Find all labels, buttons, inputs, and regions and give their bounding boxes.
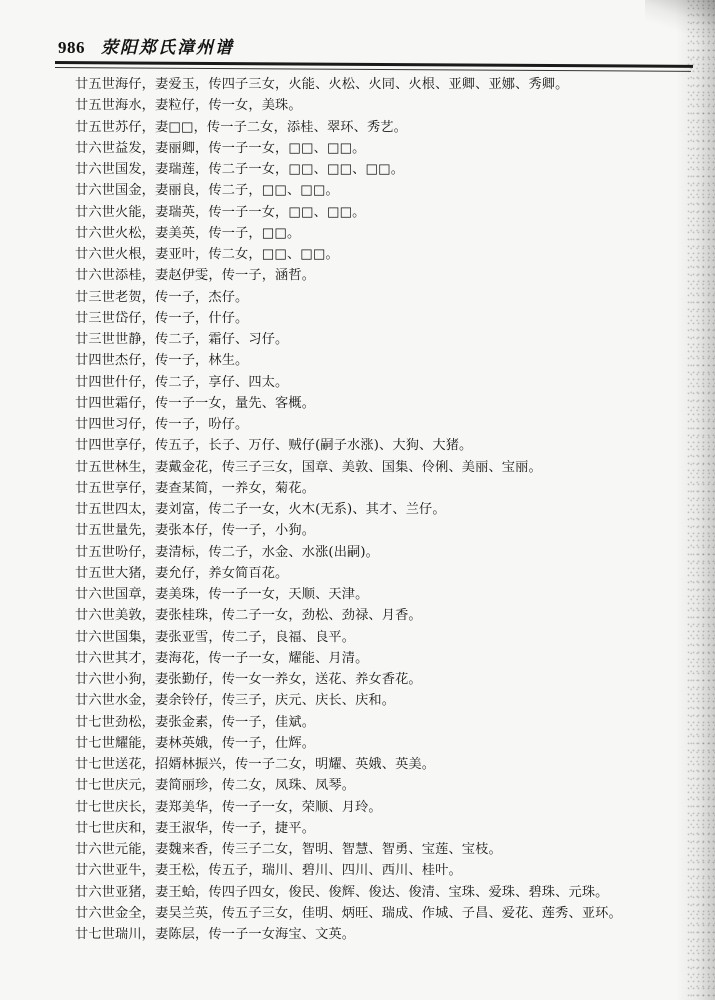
genealogy-entry: 廿五世大猪，妻允仔，养女简百花。 — [75, 565, 289, 581]
genealogy-entry: 廿四世习仔，传一子，吩仔。 — [75, 417, 249, 432]
genealogy-entry: 廿三世岱仔，传一子，什仔。 — [75, 310, 249, 326]
genealogy-entry: 廿六世金全，妻吴兰英，传五子三女，佳明、炳旺、瑞成、作城、子昌、爱花、莲秀、亚环。 — [75, 905, 622, 921]
genealogy-entry: 廿五世享仔，妻查某简，一养女，菊花。 — [75, 480, 316, 496]
genealogy-entry: 廿六世水金，妻余铃仔，传三子，庆元、庆长、庆和。 — [75, 693, 396, 709]
genealogy-entry: 廿三世世静，传二子，霜仔、习仔。 — [75, 332, 289, 347]
genealogy-entry: 廿六世美敦，妻张桂珠，传二子一女，劲松、劲禄、月香。 — [75, 608, 422, 624]
genealogy-entry: 廿六世其才，妻海花，传一子一女，耀能、月清。 — [75, 650, 369, 666]
genealogy-entry: 廿七世庆元，妻简丽珍，传二女，凤珠、凤琴。 — [75, 778, 356, 794]
genealogy-entry: 廿四世杰仔，传一子，林生。 — [75, 353, 249, 369]
book-title: 荥阳郑氏漳州谱 — [101, 38, 234, 58]
header-rule-thin — [55, 67, 691, 72]
genealogy-entry: 廿六世国章，妻美珠，传一子一女，天顺、天津。 — [75, 587, 369, 602]
genealogy-entry: 廿六世国集，妻张亚雪，传二子，良福、良平。 — [75, 629, 356, 645]
genealogy-entry: 廿五世海仔，妻爱玉，传四子三女，火能、火松、火同、火根、亚卿、亚娜、秀卿。 — [75, 77, 569, 92]
genealogy-entry: 廿六世小狗，妻张勤仔，传一女一养女，送花、养女香花。 — [75, 672, 422, 687]
genealogy-entry: 廿六世国金，妻丽良，传二子，□□、□□。 — [75, 183, 339, 199]
genealogy-entry: 廿三世老贺，传一子，杰仔。 — [75, 289, 249, 305]
genealogy-entry: 廿五世量先，妻张本仔，传一子，小狗。 — [75, 523, 316, 539]
genealogy-entry: 廿七世劲松，妻张金素，传一子，佳斌。 — [75, 714, 316, 730]
genealogy-entry: 廿五世林生，妻戴金花，传三子三女，国章、美敦、国集、伶俐、美丽、宝丽。 — [75, 459, 542, 475]
genealogy-entry-list — [75, 74, 685, 945]
genealogy-entry: 廿七世庆和，妻王淑华，传一子，捷平。 — [75, 820, 316, 836]
genealogy-entry: 廿六世元能，妻魏来香，传三子二女，智明、智慧、智勇、宝莲、宝枝。 — [75, 842, 502, 857]
genealogy-entry: 廿五世海水，妻粒仔，传一女，美珠。 — [75, 98, 302, 114]
genealogy-entry: 廿六世亚猪，妻王蛤，传四子四女，俊民、俊辉、俊达、俊清、宝珠、爱珠、碧珠、元珠。 — [75, 884, 609, 900]
page-header — [58, 33, 234, 63]
genealogy-entry: 廿五世苏仔，妻□□，传一子二女，添桂、翠环、秀艺。 — [75, 119, 407, 135]
genealogy-entry: 廿七世耀能，妻林英娥，传一子，仕辉。 — [75, 735, 316, 751]
genealogy-entry: 廿四世享仔，传五子，长子、万仔、贼仔(嗣子水涨)、大狗、大猪。 — [75, 438, 473, 454]
genealogy-entry: 廿七世瑞川，妻陈层，传一子一女海宝、文英。 — [75, 927, 356, 942]
genealogy-entry: 廿六世国发，妻瑞莲，传二子一女，□□、□□、□□。 — [75, 162, 405, 177]
genealogy-entry: 廿六世亚牛，妻王松，传五子，瑞川、碧川、四川、西川、桂叶。 — [75, 863, 462, 879]
genealogy-entry: 廿五世四太，妻刘富，传二子一女，火木(无系)、其才、兰仔。 — [75, 502, 446, 517]
genealogy-entry: 廿四世霜仔，传一子一女，量先、客概。 — [75, 395, 316, 411]
genealogy-entry: 廿四世什仔，传二子，享仔、四太。 — [75, 374, 289, 390]
genealogy-entry: 廿七世送花，招婿林振兴，传一子二女，明耀、英娥、英美。 — [75, 757, 436, 772]
genealogy-entry: 廿六世添桂，妻赵伊雯，传一子，涵哲。 — [75, 268, 316, 284]
genealogy-entry: 廿六世益发，妻丽卿，传一子一女，□□、□□。 — [75, 140, 366, 156]
page-edge-noise — [687, 0, 715, 1000]
genealogy-entry: 廿六世火根，妻亚叶，传二女，□□、□□。 — [75, 247, 339, 262]
genealogy-entry: 廿六世火松，妻美英，传一子，□□。 — [75, 225, 301, 241]
page-number: 986 — [58, 38, 85, 57]
genealogy-entry: 廿六世火能，妻瑞英，传一子一女，□□、□□。 — [75, 204, 366, 220]
genealogy-entry: 廿七世庆长，妻郑美华，传一子一女，荣顺、月玲。 — [75, 799, 382, 815]
genealogy-entry: 廿五世吩仔，妻清标，传二子，水金、水涨(出嗣)。 — [75, 544, 380, 560]
